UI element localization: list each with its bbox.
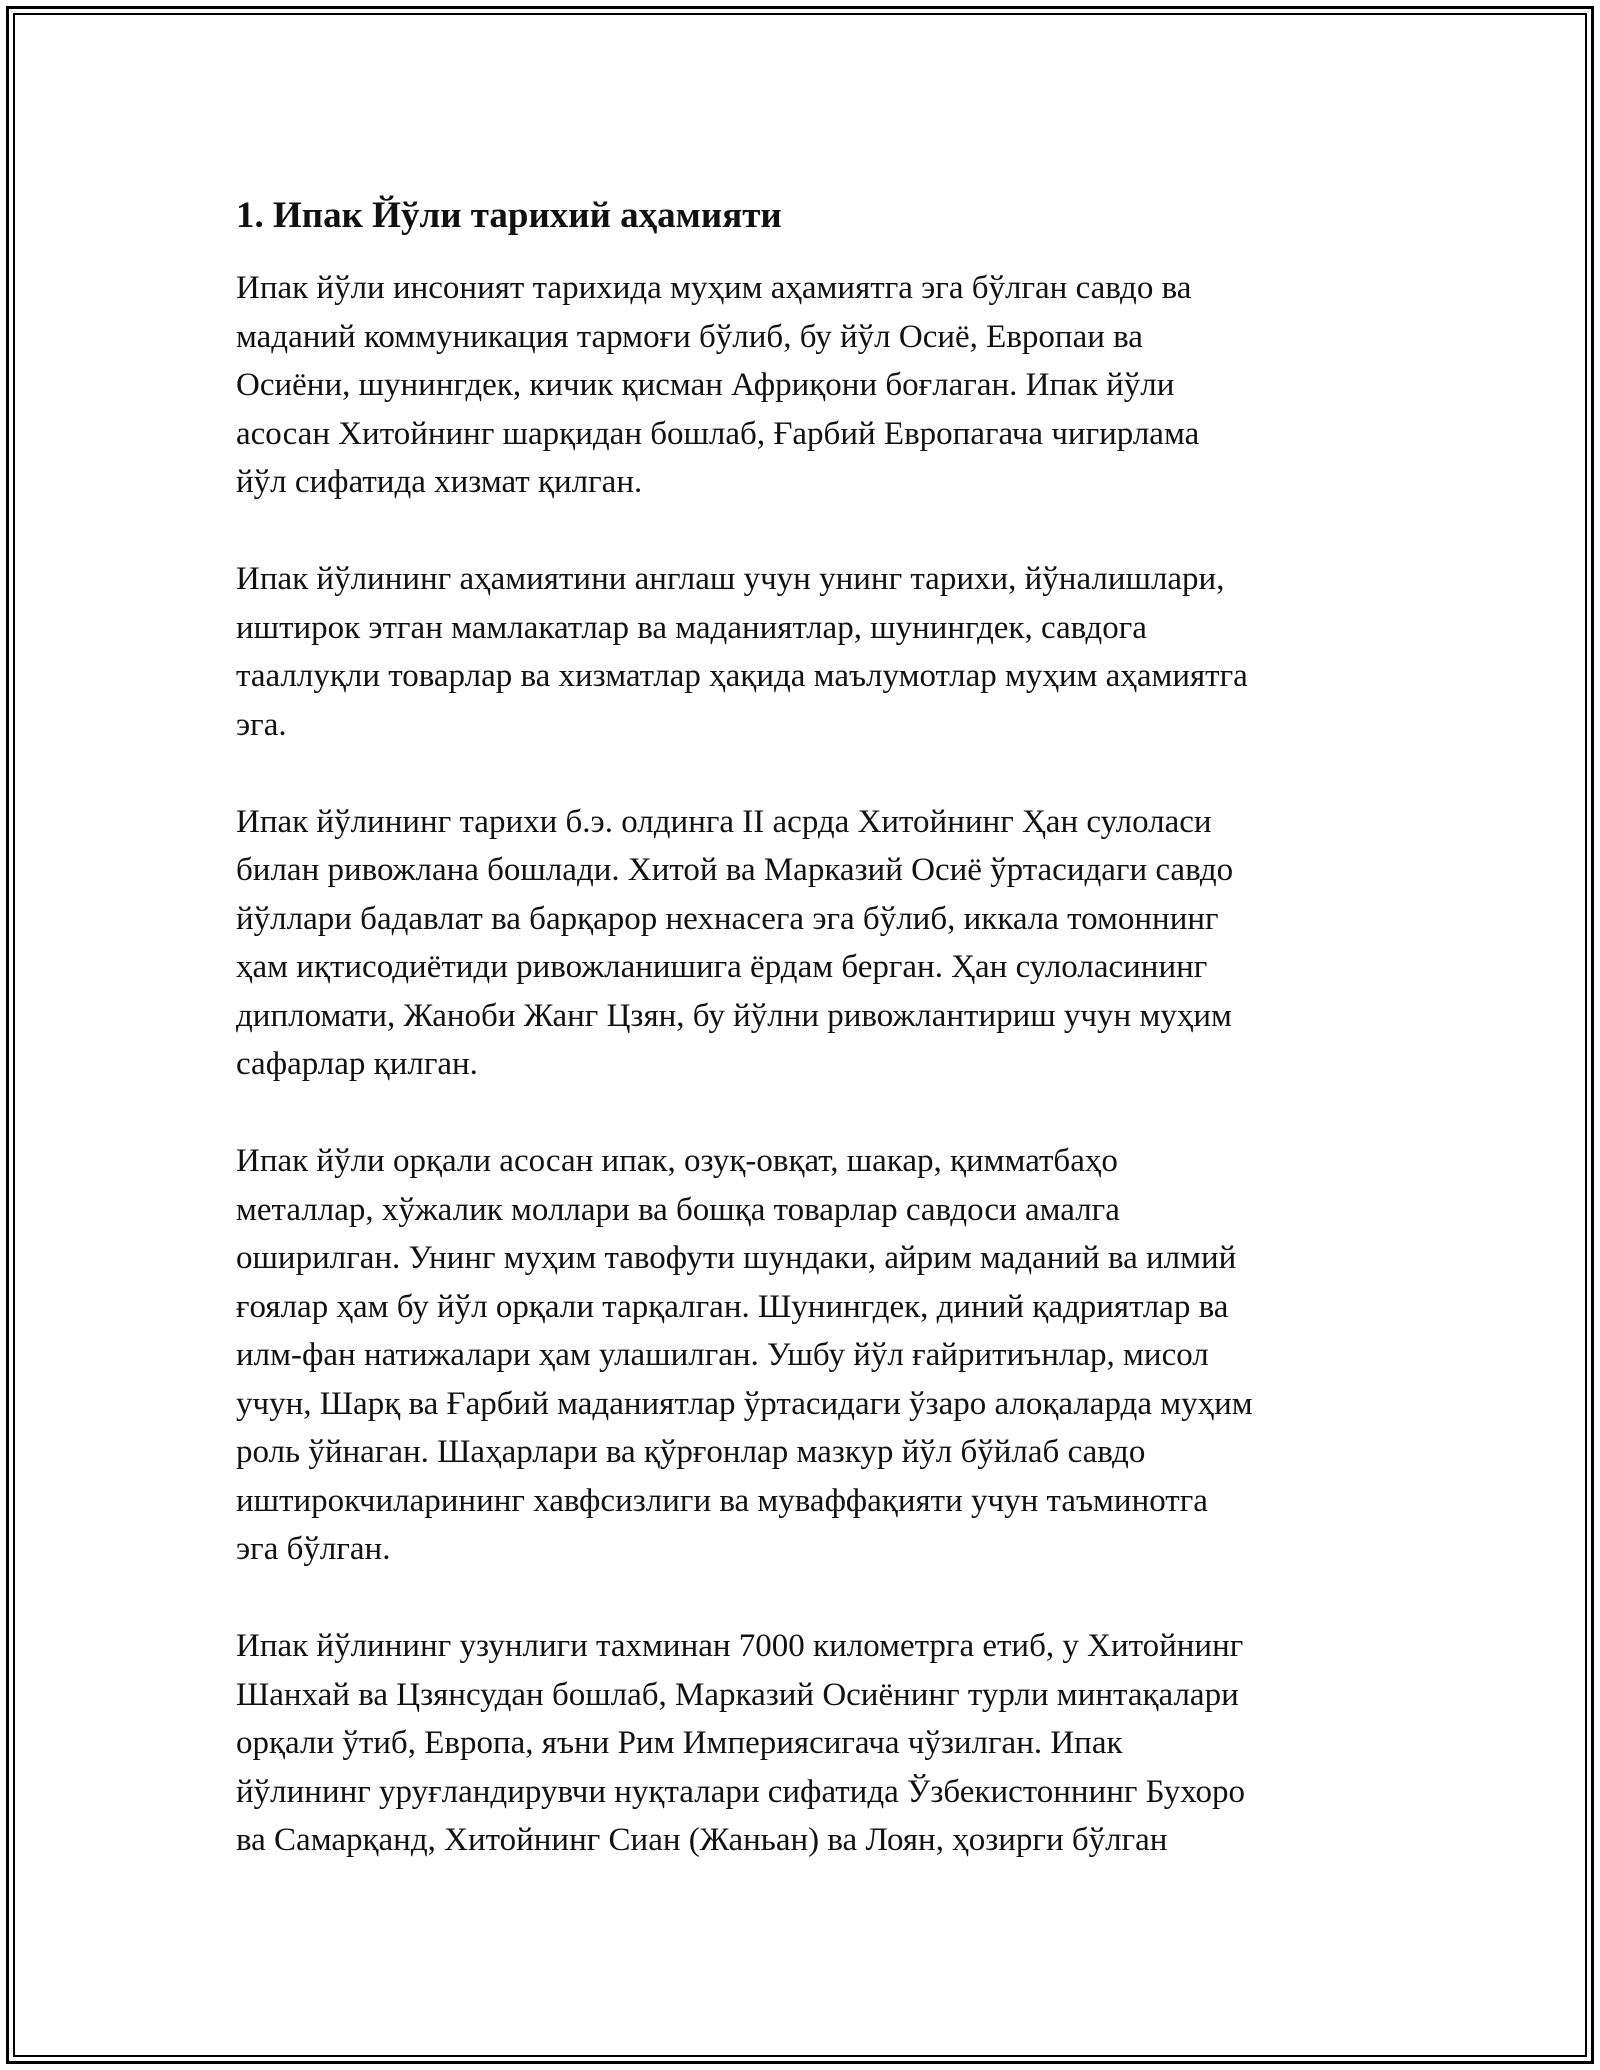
text-line: йўл сифатида хизмат қилган. xyxy=(236,464,643,500)
text-line: Ипак йўли орқали асосан ипак, озуқ-овқат, шакар, қимматбаҳо xyxy=(236,1143,1118,1179)
text-line: оширилган. Унинг муҳим тавофути шундаки, айрим маданий ва илмий xyxy=(236,1240,1237,1276)
text-line: тааллуқли товарлар ва хизматлар ҳақида маълумотлар муҳим аҳамиятга xyxy=(236,658,1248,694)
text-line: сафарлар қилган. xyxy=(236,1046,478,1082)
text-line: йўлининг уруғландирувчи нуқталари сифатида Ўзбекистоннинг Бухоро xyxy=(236,1773,1246,1810)
text-line: Ипак йўлининг узунлиги тахминан 7000 километрга етиб, у Хитойнинг xyxy=(236,1628,1244,1664)
text-line: Осиёни, шунингдек, кичик қисман Африқони боғлаган. Ипак йўли xyxy=(236,367,1175,403)
text-line: йўллари бадавлат ва барқарор нехнасега эга бўлиб, иккала томоннинг xyxy=(236,900,1219,937)
text-line: Ипак йўли инсоният тарихида муҳим аҳамиятга эга бўлган савдо ва xyxy=(236,270,1192,306)
text-line: орқали ўтиб, Европа, яъни Рим Империясигача чўзилган. Ипак xyxy=(236,1725,1123,1761)
text-line: ғоялар ҳам бу йўл орқали тарқалган. Шунингдек, диний қадриятлар ва xyxy=(236,1288,1229,1325)
text-line: илм-фан натижалари ҳам улашилган. Ушбу йўл ғайритиънлар, мисол xyxy=(236,1337,1209,1373)
text-line: Шанхай ва Цзянсудан бошлаб, Марказий Осиёнинг турли минтақалари xyxy=(236,1676,1239,1713)
text-line: эга бўлган. xyxy=(236,1531,391,1567)
section-heading: 1. Ипак Йўли тарихий аҳамияти xyxy=(236,195,782,236)
text-line: асосан Хитойнинг шарқидан бошлаб, Ғарбий Европагача чигирлама xyxy=(236,415,1200,452)
text-line: дипломати, Жаноби Жанг Цзян, бу йўлни ривожлантириш учун муҳим xyxy=(236,997,1232,1034)
text-line: эга. xyxy=(236,706,287,743)
paragraph-5 xyxy=(236,1622,1396,1865)
text-line: иштирокчиларининг хавфсизлиги ва муваффақияти учун таъминотга xyxy=(236,1482,1208,1519)
text-line: иштирок этган мамлакатлар ва маданиятлар, шунингдек, савдога xyxy=(236,609,1147,646)
paragraph-1 xyxy=(236,264,1396,507)
text-line: Ипак йўлининг тарихи б.э. олдинга II асрда Хитойнинг Ҳан сулоласи xyxy=(236,803,1212,840)
paragraph-2 xyxy=(236,555,1396,749)
text-line: металлар, хўжалик моллари ва бошқа товарлар савдоси амалга xyxy=(236,1191,1120,1228)
text-line: учун, Шарқ ва Ғарбий маданиятлар ўртасидаги ўзаро алоқаларда муҳим xyxy=(236,1385,1253,1422)
text-line: билан ривожлана бошлади. Хитой ва Марказий Осиё ўртасидаги савдо xyxy=(236,852,1234,888)
text-line: ҳам иқтисодиётиди ривожланишига ёрдам берган. Ҳан сулоласининг xyxy=(236,949,1208,985)
text-line: маданий коммуникация тармоғи бўлиб, бу йўл Осиё, Европаи ва xyxy=(236,318,1143,355)
text-line: роль ўйнаган. Шаҳарлари ва қўрғонлар мазкур йўл бўйлаб савдо xyxy=(236,1434,1146,1470)
paragraph-4 xyxy=(236,1137,1396,1574)
paragraph-3 xyxy=(236,798,1396,1089)
document-body xyxy=(236,180,1396,1913)
text-line: Ипак йўлининг аҳамиятини англаш учун унинг тарихи, йўналишлари, xyxy=(236,561,1225,597)
text-line: ва Самарқанд, Хитойнинг Сиан (Жаньан) ва Лоян, ҳозирги бўлган xyxy=(236,1822,1168,1858)
